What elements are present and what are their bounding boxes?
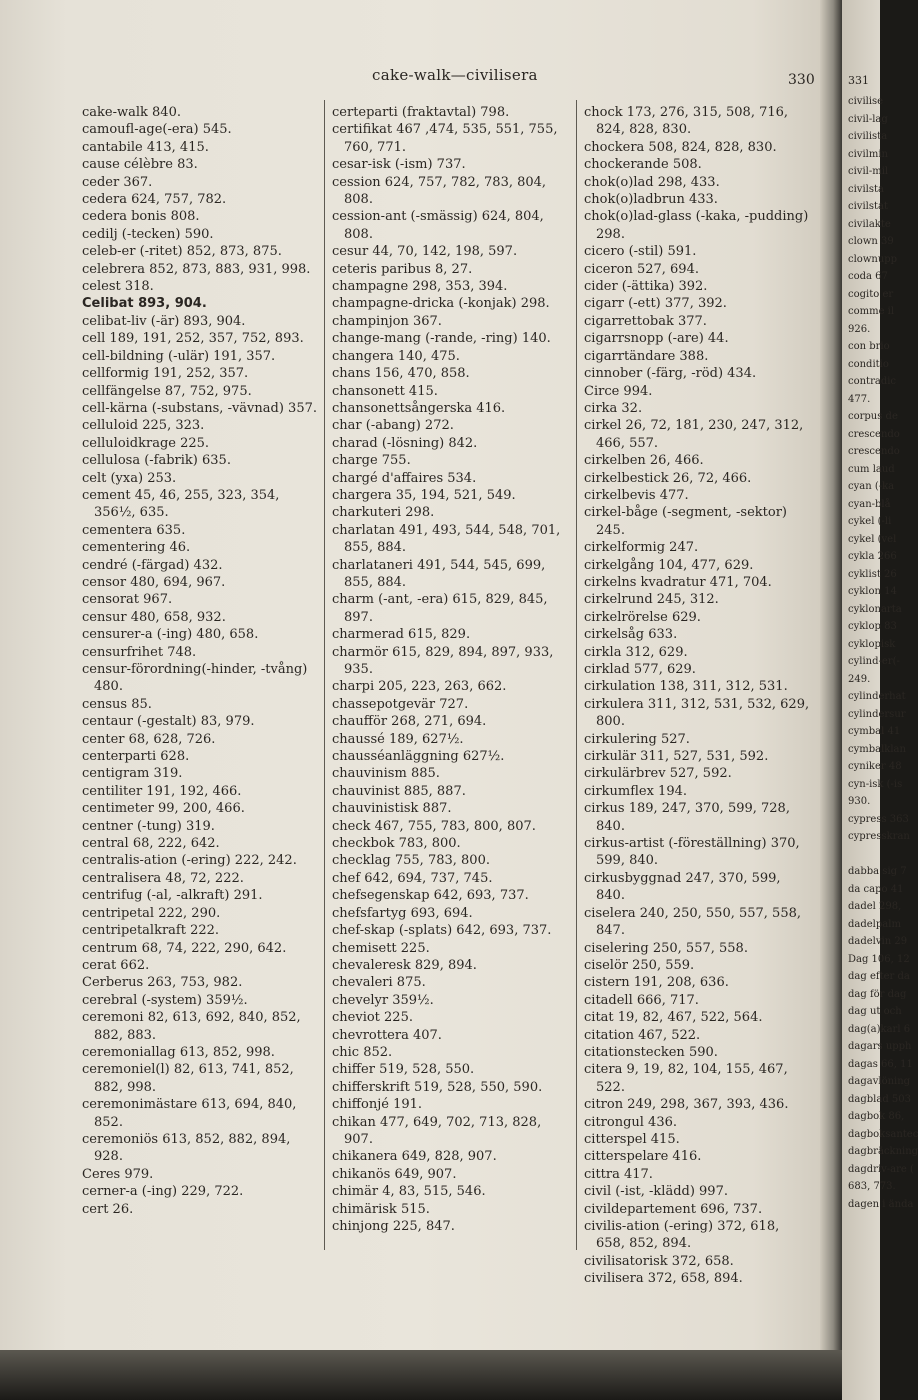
next-page-fragment: civilista	[848, 131, 888, 142]
index-entry: cirkulera 311, 312, 531, 532, 629, 800.	[584, 696, 810, 730]
index-entry: champagne-dricka (-konjak) 298.	[332, 296, 550, 312]
next-page-fragment: dagboksantec	[848, 1128, 918, 1140]
index-entry: chikan 477, 649, 702, 713, 828, 907.	[332, 1114, 542, 1147]
index-entry: cementera 635.	[82, 522, 186, 538]
index-entry: certeparti (fraktavtal) 798.	[332, 105, 510, 120]
index-entry: ciselering 250, 557, 558.	[584, 940, 748, 956]
index-entry: cirkus 189, 247, 370, 599, 728, 840.	[584, 801, 790, 834]
index-entry: chef-skap (-splats) 642, 693, 737.	[332, 923, 552, 939]
index-entry: chikanös 649, 907.	[332, 1166, 457, 1182]
index-entry: civil (-ist, -klädd) 997.	[584, 1184, 728, 1200]
index-entry: cellulosa (-fabrik) 635.	[82, 453, 231, 469]
next-page-fragment: cyan (-ka	[848, 481, 895, 492]
index-entry: Cerberus 263, 753, 982.	[82, 975, 243, 991]
index-entry: champagne 298, 353, 394.	[332, 279, 508, 295]
index-entry: cirkelbevis 477.	[584, 487, 689, 503]
index-entry: celest 318.	[82, 279, 154, 295]
next-page-fragment: corpus de	[848, 411, 898, 422]
index-entry: chock 173, 276, 315, 508, 716, 824, 828, 830.	[584, 105, 789, 138]
index-entry: cerebral (-system) 359½.	[82, 992, 248, 1008]
next-page-edge	[842, 0, 918, 1400]
index-entry: Celibat 893, 904.	[82, 296, 207, 312]
index-entry: chevelyr 359½.	[332, 992, 434, 1008]
index-entry: chansonettsångerska 416.	[332, 400, 506, 416]
index-entry: chikanera 649, 828, 907.	[332, 1149, 497, 1165]
next-page-fragment: cypress 363	[848, 813, 909, 825]
index-column-1	[82, 104, 320, 1218]
index-entry: cirka 32.	[584, 400, 643, 416]
next-page-fragment: dadelvin 29	[848, 936, 908, 947]
next-page-fragment: dagavlöning	[848, 1076, 911, 1087]
index-entry: citron 249, 298, 367, 393, 436.	[584, 1097, 789, 1113]
book-spine-shadow	[820, 0, 842, 1360]
index-entry: cirkla 312, 629.	[584, 644, 688, 660]
index-entry: chauvinistisk 887.	[332, 801, 452, 817]
index-entry: citadell 666, 717.	[584, 992, 699, 1008]
index-entry: chiffonjé 191.	[332, 1097, 423, 1113]
index-entry: celluloidkrage 225.	[82, 435, 210, 451]
next-page-fragment: cyklop 83	[848, 621, 897, 632]
next-page-fragment: Dag 106, 12	[848, 953, 910, 965]
index-entry: chevrottera 407.	[332, 1027, 442, 1043]
index-entry: censurfrihet 748.	[82, 644, 197, 660]
index-entry: cell 189, 191, 252, 357, 752, 893.	[82, 331, 304, 347]
next-page-fragment: dabba sig 7	[848, 866, 907, 877]
index-entry: cistern 191, 208, 636.	[584, 975, 729, 991]
index-entry: citation 467, 522.	[584, 1027, 701, 1043]
next-page-fragment: clown 39	[848, 236, 894, 247]
index-entry: center 68, 628, 726.	[82, 731, 216, 747]
index-entry: cirkel 26, 72, 181, 230, 247, 312, 466, 557.	[584, 418, 804, 451]
column-divider	[324, 100, 325, 1250]
index-entry: chimär 4, 83, 515, 546.	[332, 1184, 486, 1200]
index-entry: cellformig 191, 252, 357.	[82, 366, 249, 382]
index-entry: cerner-a (-ing) 229, 722.	[82, 1184, 244, 1200]
index-entry: charmerad 615, 829.	[332, 627, 471, 643]
index-entry: cession-ant (-smässig) 624, 804, 808.	[332, 209, 544, 242]
index-entry: chans 156, 470, 858.	[332, 366, 470, 382]
index-entry: citera 9, 19, 82, 104, 155, 467, 522.	[584, 1062, 788, 1095]
next-page-fragment: comme il	[848, 306, 895, 317]
index-entry: cedera 624, 757, 782.	[82, 192, 227, 208]
index-entry: centripetal 222, 290.	[82, 905, 221, 921]
next-page-fragment: cyklopisk	[848, 638, 896, 650]
index-entry: civildepartement 696, 737.	[584, 1201, 763, 1217]
index-entry: cendré (-färgad) 432.	[82, 557, 223, 573]
next-page-fragment: 249.	[848, 673, 871, 685]
index-entry: cigarr (-ett) 377, 392.	[584, 296, 727, 312]
index-entry: ceremoni 82, 613, 692, 840, 852, 882, 883.	[82, 1010, 301, 1043]
next-page-fragment: dagbok 86,	[848, 1111, 905, 1122]
next-page-fragment: dag för dag	[848, 988, 907, 1000]
index-entry: cigarrsnopp (-are) 44.	[584, 331, 729, 347]
index-entry: chaufför 268, 271, 694.	[332, 714, 487, 730]
index-entry: camoufl-age(-era) 545.	[82, 122, 232, 138]
index-entry: centimeter 99, 200, 466.	[82, 801, 245, 817]
index-entry: cider (-ättika) 392.	[584, 279, 708, 295]
index-entry: cell-kärna (-substans, -vävnad) 357.	[82, 400, 317, 416]
index-entry: citterspel 415.	[584, 1131, 680, 1147]
index-entry: cirkulärbrev 527, 592.	[584, 766, 732, 782]
index-entry: cirkelformig 247.	[584, 540, 699, 556]
next-page-fragment: dagdriv-are (	[848, 1163, 914, 1175]
next-page-fragment: cymbalklan	[848, 743, 906, 755]
index-entry: cigarrtändare 388.	[584, 348, 709, 364]
next-page-fragment: cykel (vel	[848, 533, 897, 545]
next-page-fragment: civil-lag	[848, 113, 888, 125]
next-page-fragment: civil-mil	[848, 166, 889, 177]
index-entry: chansonett 415.	[332, 383, 438, 399]
next-page-fragment: cyklonarta	[848, 603, 902, 615]
next-page-fragment: cylinderhat	[848, 691, 906, 702]
index-entry: celebrera 852, 873, 883, 931, 998.	[82, 261, 311, 277]
index-entry: censur 480, 658, 932.	[82, 609, 226, 625]
next-page-fragment: dag(a)karl 6	[848, 1023, 911, 1035]
index-entry: chevaleri 875.	[332, 975, 426, 991]
index-entry: centrum 68, 74, 222, 290, 642.	[82, 940, 287, 956]
index-entry: cheviot 225.	[332, 1010, 413, 1026]
next-page-fragment: cum laud	[848, 463, 895, 475]
index-entry: central 68, 222, 642.	[82, 836, 220, 852]
index-entry: chef 642, 694, 737, 745.	[332, 870, 493, 886]
index-entry: charm (-ant, -era) 615, 829, 845, 897.	[332, 592, 548, 625]
column-divider	[576, 100, 577, 1250]
index-entry: citterspelare 416.	[584, 1149, 702, 1165]
index-entry: censurer-a (-ing) 480, 658.	[82, 627, 259, 643]
index-entry: cantabile 413, 415.	[82, 139, 209, 155]
index-entry: cedilj (-tecken) 590.	[82, 226, 214, 242]
index-entry: chemisett 225.	[332, 940, 430, 956]
next-page-fragment: cykel (-li	[848, 516, 892, 527]
index-entry: chimärisk 515.	[332, 1201, 430, 1217]
next-page-fragment: cylind-er(-	[848, 656, 900, 667]
next-page-fragment: civilsta	[848, 183, 884, 195]
next-page-fragment: civilstat	[848, 201, 888, 212]
index-entry: chauvinism 885.	[332, 766, 440, 782]
index-entry: census 85.	[82, 696, 152, 712]
index-column-2	[332, 104, 572, 1235]
next-page-fragment: cyklist 26	[848, 568, 897, 580]
index-entry: centrifug (-al, -alkraft) 291.	[82, 888, 263, 904]
index-entry: censur-förordning(-hinder, -tvång) 480.	[82, 662, 308, 695]
next-page-fragment: civilmin	[848, 148, 888, 160]
next-page-fragment: 926.	[848, 323, 871, 335]
next-page-fragment: dadelpalm	[848, 918, 901, 930]
index-entry: cause célèbre 83.	[82, 157, 198, 173]
index-entry: civilis-ation (-ering) 372, 618, 658, 852, 894.	[584, 1219, 780, 1252]
index-entry: cirkelsåg 633.	[584, 627, 678, 643]
index-entry: ciselera 240, 250, 550, 557, 558, 847.	[584, 905, 802, 939]
next-page-fragment: dag efter da	[848, 971, 910, 982]
index-entry: cert 26.	[82, 1201, 134, 1217]
index-entry: cirkelbestick 26, 72, 466.	[584, 470, 752, 486]
index-entry: civilisera 372, 658, 894.	[584, 1271, 743, 1287]
index-entry: cedera bonis 808.	[82, 209, 200, 225]
next-page-fragment: 930.	[848, 796, 871, 807]
next-page-fragment: cyn-isk (-is	[848, 778, 903, 790]
next-page-fragment: dadel 298,	[848, 901, 902, 912]
next-page-fragment: dagbräckning	[848, 1146, 918, 1157]
index-entry: citrongul 436.	[584, 1114, 678, 1130]
index-entry: civilisatorisk 372, 658.	[584, 1253, 734, 1269]
index-entry: check 467, 755, 783, 800, 807.	[332, 818, 536, 834]
index-entry: centerparti 628.	[82, 749, 190, 765]
index-entry: chinjong 225, 847.	[332, 1219, 455, 1234]
index-entry: charmör 615, 829, 894, 897, 933, 935.	[332, 644, 554, 677]
next-page-fragment: cypresskran	[848, 831, 910, 842]
index-entry: cirkel-båge (-segment, -sektor) 245.	[584, 505, 787, 538]
index-entry: champinjon 367.	[332, 313, 442, 329]
index-entry: charlataneri 491, 544, 545, 699, 855, 884.	[332, 557, 546, 590]
index-entry: checkbok 783, 800.	[332, 836, 461, 852]
index-entry: cession 624, 757, 782, 783, 804, 808.	[332, 174, 547, 208]
index-column-3	[584, 104, 812, 1288]
index-entry: ceremoniös 613, 852, 882, 894, 928.	[82, 1131, 291, 1165]
index-entry: censorat 967.	[82, 592, 173, 608]
index-entry: checklag 755, 783, 800.	[332, 853, 490, 869]
next-page-fragment: conditio	[848, 358, 889, 370]
index-entry: chefsegenskap 642, 693, 737.	[332, 888, 529, 904]
index-entry: centralis-ation (-ering) 222, 242.	[82, 853, 297, 869]
bottom-shadow	[0, 1350, 842, 1400]
next-page-fragment: crescendo	[848, 428, 900, 440]
index-entry: ceremonimästare 613, 694, 840, 852.	[82, 1097, 297, 1130]
index-entry: cigarrettobak 377.	[584, 313, 707, 329]
index-entry: cirkelns kvadratur 471, 704.	[584, 574, 772, 590]
next-page-fragment	[842, 846, 880, 864]
index-entry: cinnober (-färg, -röd) 434.	[584, 366, 757, 382]
index-entry: chok(o)lad-glass (-kaka, -pudding) 298.	[584, 209, 809, 242]
next-page-fragment: dag ut och	[848, 1006, 902, 1017]
index-entry: chevaleresk 829, 894.	[332, 957, 477, 973]
index-entry: chockera 508, 824, 828, 830.	[584, 139, 777, 155]
index-entry: centripetalkraft 222.	[82, 923, 220, 939]
running-head: cake-walk—civilisera	[372, 66, 538, 84]
index-entry: cell-bildning (-ulär) 191, 357.	[82, 348, 276, 364]
next-page-fragment: cylindersur	[848, 708, 906, 720]
index-entry: ciceron 527, 694.	[584, 261, 699, 277]
next-page-fragment: da capo 41	[848, 883, 904, 895]
next-page-fragment: dagblad 503	[848, 1093, 911, 1105]
index-entry: certifikat 467 ,474, 535, 551, 755, 760, 771.	[332, 122, 558, 155]
index-entry: chok(o)ladbrun 433.	[584, 192, 718, 208]
index-entry: ciselör 250, 559.	[584, 957, 695, 973]
next-page-fragment: cymbal 41	[848, 726, 901, 737]
index-entry: cirkelrörelse 629.	[584, 609, 701, 625]
index-entry: citationstecken 590.	[584, 1044, 718, 1060]
index-entry: cirklad 577, 629.	[584, 662, 696, 677]
index-entry: cement 45, 46, 255, 323, 354, 356½, 635.	[82, 487, 280, 521]
index-entry: centner (-tung) 319.	[82, 818, 215, 834]
page-number: 330	[788, 72, 815, 88]
next-page-fragment: cyan-blå	[848, 498, 891, 510]
index-entry: changera 140, 475.	[332, 348, 460, 364]
index-entry: cellfängelse 87, 752, 975.	[82, 383, 252, 399]
next-page-fragment: coda 67	[848, 271, 888, 282]
index-entry: chifferskrift 519, 528, 550, 590.	[332, 1079, 543, 1095]
index-entry: cittra 417.	[584, 1166, 653, 1182]
index-entry: cirkelben 26, 466.	[584, 453, 704, 469]
index-entry: cirkumflex 194.	[584, 783, 688, 799]
next-page-fragment: con brio	[848, 341, 890, 352]
index-entry: change-mang (-rande, -ring) 140.	[332, 331, 551, 347]
index-entry: char (-abang) 272.	[332, 418, 454, 434]
index-entry: cirkelrund 245, 312.	[584, 592, 719, 608]
index-entry: chaussé 189, 627½.	[332, 731, 464, 747]
index-entry: censor 480, 694, 967.	[82, 574, 226, 590]
index-entry: charad (-lösning) 842.	[332, 435, 478, 451]
index-entry: chassepotgevär 727.	[332, 696, 469, 712]
index-entry: cirkulär 311, 527, 531, 592.	[584, 749, 769, 765]
index-entry: ceder 367.	[82, 174, 153, 190]
index-entry: chic 852.	[332, 1044, 393, 1060]
index-entry: charpi 205, 223, 263, 662.	[332, 679, 507, 695]
index-entry: cesar-isk (-ism) 737.	[332, 157, 466, 173]
index-entry: Circe 994.	[584, 383, 653, 399]
index-entry: ceteris paribus 8, 27.	[332, 261, 473, 277]
index-entry: chok(o)lad 298, 433.	[584, 174, 720, 190]
next-page-fragment: dagars upph	[848, 1041, 912, 1052]
index-entry: citat 19, 82, 467, 522, 564.	[584, 1010, 763, 1026]
index-entry: celibat-liv (-är) 893, 904.	[82, 313, 246, 329]
index-entry: cirkelgång 104, 477, 629.	[584, 557, 754, 573]
index-entry: ceremoniel(l) 82, 613, 741, 852, 882, 998.	[82, 1062, 294, 1095]
index-entry: chargera 35, 194, 521, 549.	[332, 487, 516, 503]
index-entry: chargé d'affaires 534.	[332, 470, 477, 486]
index-entry: charlatan 491, 493, 544, 548, 701, 855, 884.	[332, 522, 561, 556]
index-entry: centralisera 48, 72, 222.	[82, 870, 244, 886]
index-entry: chiffer 519, 528, 550.	[332, 1062, 475, 1078]
next-page-fragment: clownupp	[848, 253, 898, 265]
index-entry: chauvinist 885, 887.	[332, 783, 466, 799]
index-entry: chausséanläggning 627½.	[332, 749, 505, 765]
index-entry: Ceres 979.	[82, 1166, 154, 1182]
next-page-fragment: contradic	[848, 376, 897, 387]
index-entry: charge 755.	[332, 453, 411, 469]
index-entry: charkuteri 298.	[332, 505, 435, 521]
next-page-fragment: 683, 773.	[848, 1181, 896, 1192]
index-entry: cirkulering 527.	[584, 731, 690, 747]
index-entry: ceremoniallag 613, 852, 998.	[82, 1044, 275, 1060]
index-entry: celt (yxa) 253.	[82, 470, 177, 486]
index-entry: cirkulation 138, 311, 312, 531.	[584, 679, 788, 695]
index-entry: celeb-er (-ritet) 852, 873, 875.	[82, 244, 282, 260]
page-header	[0, 64, 836, 88]
index-entry: cesur 44, 70, 142, 198, 597.	[332, 244, 518, 260]
index-entry: cerat 662.	[82, 957, 150, 973]
index-entry: chockerande 508.	[584, 157, 702, 173]
index-entry: celluloid 225, 323.	[82, 418, 205, 434]
next-page-fragment: civilakte	[848, 218, 891, 230]
index-entry: cirkus-artist (-föreställning) 370, 599, 840.	[584, 836, 800, 869]
next-page-fragments	[842, 87, 918, 1213]
next-page-fragment: dagen i ända	[848, 1198, 914, 1210]
next-page-fragment: crescendo	[848, 446, 900, 457]
index-entry: cirkusbyggnad 247, 370, 599, 840.	[584, 870, 781, 904]
index-entry: cake-walk 840.	[82, 105, 181, 120]
next-page-fragment: cogito er	[848, 288, 894, 300]
index-entry: centaur (-gestalt) 83, 979.	[82, 714, 255, 730]
next-page-fragment: 477.	[848, 393, 871, 405]
next-page-fragment: civilise	[848, 96, 884, 107]
index-entry: cicero (-stil) 591.	[584, 244, 697, 260]
index-entry: centigram 319.	[82, 766, 183, 782]
index-entry: chefsfartyg 693, 694.	[332, 905, 473, 921]
next-page-fragment: dagas 66, 11	[848, 1058, 913, 1070]
index-entry: centiliter 191, 192, 466.	[82, 783, 242, 799]
next-page-number: 331	[848, 74, 869, 87]
next-page-fragment: cykla 266	[848, 551, 897, 562]
index-entry: cementering 46.	[82, 540, 191, 556]
next-page-fragment: cyklon 14	[848, 586, 897, 597]
next-page-fragment: cyniker 48	[848, 761, 902, 772]
